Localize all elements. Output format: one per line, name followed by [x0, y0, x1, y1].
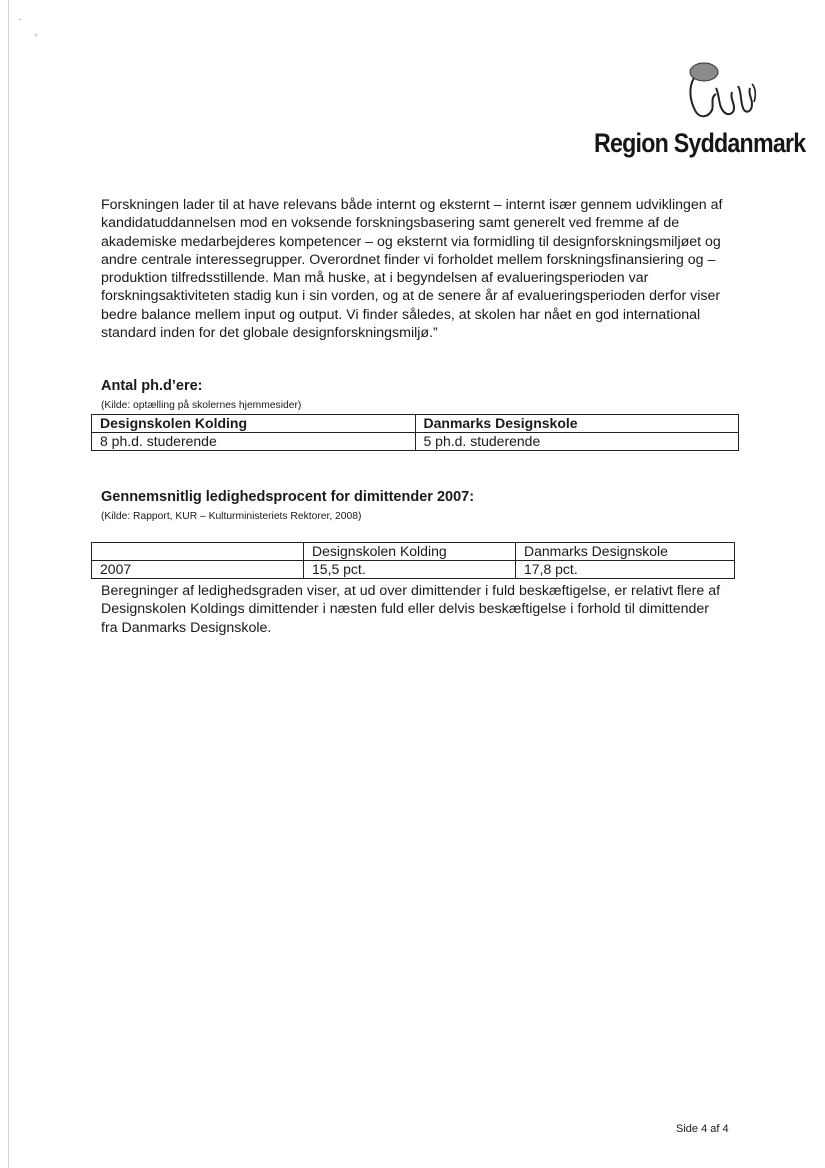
unemployment-source: (Kilde: Rapport, KUR – Kulturministeriets Rektorer, 2008): [101, 511, 362, 522]
table-row: [92, 543, 735, 561]
table-header-cell: [92, 543, 304, 561]
page-number: Side 4 af 4: [676, 1123, 729, 1135]
table-cell: 2007: [92, 561, 304, 579]
unemployment-heading: Gennemsnitlig ledighedsprocent for dimittender 2007:: [101, 489, 475, 505]
table-cell: 15,5 pct.: [304, 561, 516, 579]
region-syddanmark-logo: [588, 58, 806, 158]
phd-table: [91, 414, 739, 451]
table-cell: 17,8 pct.: [516, 561, 735, 579]
table-row: [92, 433, 739, 451]
phd-source: (Kilde: optælling på skolernes hjemmesider): [101, 400, 302, 411]
unemployment-note: Beregninger af ledighedsgraden viser, at ud over dimittender i fuld beskæftigelse, er relativt flere af Designskolen Koldings dimittender i næsten fuld eller delvis beskæftigelse i forhold til dimittender fra Danmarks Designskole.: [101, 583, 721, 636]
table-cell: 5 ph.d. studerende: [415, 433, 739, 451]
region-map-icon: [686, 58, 766, 126]
table-cell: 8 ph.d. studerende: [92, 433, 416, 451]
scan-speck: ·: [18, 14, 22, 25]
scan-speck: ◦: [34, 30, 38, 41]
table-header-cell: Designskolen Kolding: [304, 543, 516, 561]
table-row: [92, 415, 739, 433]
table-header-cell: Danmarks Designskole: [516, 543, 735, 561]
logo-wordmark: Region Syddanmark: [594, 128, 806, 158]
table-header-cell: Danmarks Designskole: [415, 415, 739, 433]
table-header-cell: Designskolen Kolding: [92, 415, 416, 433]
scan-edge-line: [8, 0, 9, 1168]
unemployment-table: [91, 542, 735, 579]
phd-heading: Antal ph.d’ere:: [101, 378, 203, 394]
body-paragraph: Forskningen lader til at have relevans både internt og eksternt – internt især gennem udviklingen af kandidatuddannelsen mod en voksende forskningsbasering samt generelt ved fremme af de akademiske medarbejderes kompetencer – og eksternt via formidling til designforskningsmiljøet og andre centrale interessegrupper. Overordnet finder vi forholdet mellem forskningsfinansiering og – produktion tilfredsstillende. Man må huske, at i begyndelsen af evalueringsperioden var forskningsaktiviteten stadig kun i sin vorden, og at de senere år af evalueringsperioden derfor viser bedre balance mellem input og output. Vi finder således, at skolen har nået en god international standard inden for det globale designforskningsmiljø.”: [101, 197, 723, 342]
table-row: [92, 561, 735, 579]
